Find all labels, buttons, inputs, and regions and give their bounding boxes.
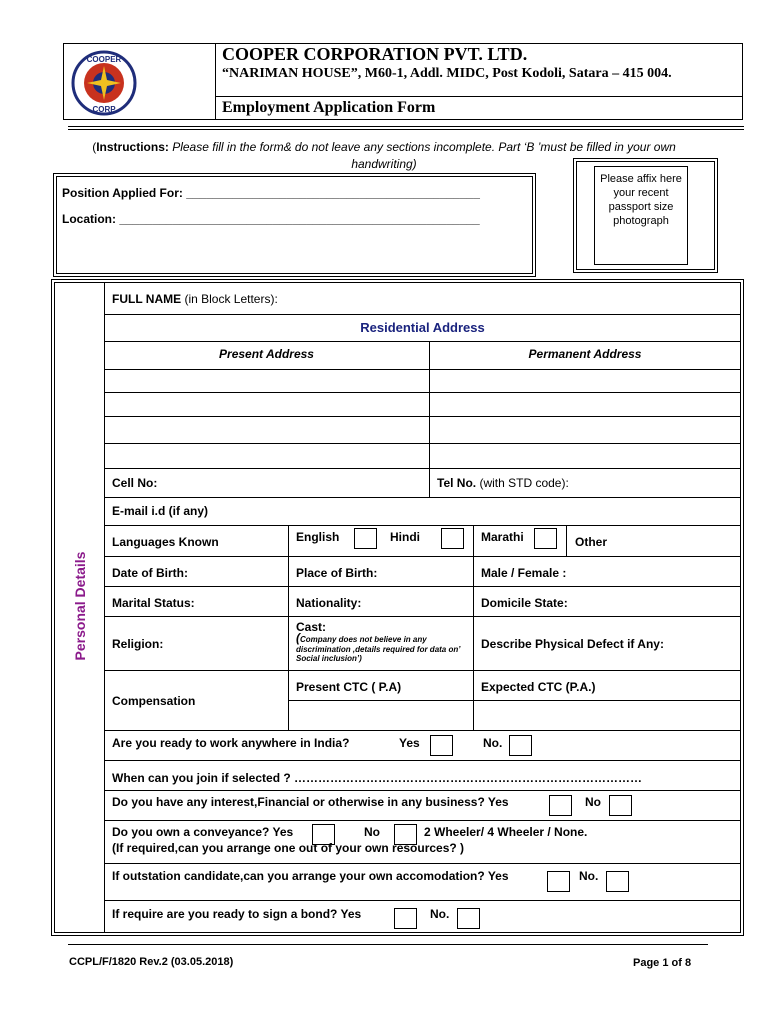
- physical-defect-field[interactable]: Describe Physical Defect if Any:: [481, 637, 664, 651]
- col-divider-2: [473, 525, 474, 730]
- present-ctc-label: Present CTC ( P.A): [296, 680, 402, 694]
- permanent-address-input[interactable]: [431, 370, 740, 467]
- header-underline-1: [68, 126, 744, 127]
- logo-text-bottom: CORP: [92, 105, 116, 114]
- photo-text: Please affix here your recent passport size photograph: [600, 173, 682, 227]
- col-divider-1: [288, 525, 289, 730]
- outstation-yes-checkbox[interactable]: [547, 871, 570, 892]
- instructions-open: (: [92, 140, 97, 154]
- row-line: [104, 314, 741, 315]
- english-label: English: [296, 530, 340, 544]
- bond-yes-checkbox[interactable]: [394, 908, 417, 929]
- tel-note: (with STD code):: [476, 476, 569, 490]
- company-name: COOPER CORPORATION PVT. LTD.: [222, 44, 528, 64]
- cast-note: [296, 631, 471, 664]
- q-business-interest: Do you have any interest,Financial or otherwise in any business? Yes: [112, 795, 509, 809]
- languages-label: Languages Known: [112, 535, 219, 549]
- business-interest-no-label: No: [585, 795, 601, 809]
- religion-field[interactable]: Religion:: [112, 637, 164, 651]
- row-line: [104, 863, 741, 864]
- work-anywhere-yes-label: Yes: [399, 736, 420, 750]
- row-line: [104, 790, 741, 791]
- row-line: [104, 760, 741, 761]
- row-line: [288, 700, 741, 701]
- compensation-label: Compensation: [112, 694, 196, 708]
- work-anywhere-yes-checkbox[interactable]: [430, 735, 453, 756]
- instructions-label: Instructions:: [96, 140, 169, 154]
- row-line: [104, 525, 741, 526]
- row-line: [104, 497, 741, 498]
- header-underline-2: [68, 129, 744, 130]
- present-address-heading: Present Address: [219, 347, 314, 361]
- bond-no-checkbox[interactable]: [457, 908, 480, 929]
- marathi-checkbox[interactable]: [534, 528, 557, 549]
- instructions-text: Please fill in the form& do not leave any sections incomplete. Part ‘B ’must be filled in your own: [168, 140, 676, 154]
- residential-address-heading: Residential Address: [360, 320, 485, 335]
- q-bond: If require are you ready to sign a bond? Yes: [112, 907, 362, 921]
- tel-no-field[interactable]: [437, 476, 569, 490]
- row-line: [104, 556, 741, 557]
- present-ctc-input[interactable]: [290, 702, 472, 729]
- position-applied-field[interactable]: Position Applied For: ____________________________________________: [62, 186, 480, 200]
- full-name-field[interactable]: [112, 292, 278, 306]
- cell-no-field[interactable]: Cell No:: [112, 476, 158, 490]
- full-name-label: FULL NAME: [112, 292, 182, 306]
- tel-label: Tel No.: [437, 476, 477, 490]
- row-line: [104, 586, 741, 587]
- hindi-checkbox[interactable]: [441, 528, 464, 549]
- header-divider: [215, 43, 216, 120]
- pob-field[interactable]: Place of Birth:: [296, 566, 378, 580]
- page-number: Page 1 of 8: [633, 957, 692, 969]
- personal-details-label: Personal Details: [72, 551, 88, 661]
- work-anywhere-no-label: No.: [483, 736, 503, 750]
- full-name-note: (in Block Letters):: [181, 292, 278, 306]
- company-address: “NARIMAN HOUSE”, M60-1, Addl. MIDC, Post Kodoli, Satara – 415 004.: [222, 66, 672, 81]
- present-address-input[interactable]: [106, 370, 428, 467]
- row-line: [104, 730, 741, 731]
- hindi-label: Hindi: [390, 530, 420, 544]
- row-line: [104, 670, 741, 671]
- form-code: CCPL/F/1820 Rev.2 (03.05.2018): [69, 956, 234, 968]
- row-line: [104, 900, 741, 901]
- email-field[interactable]: E-mail i.d (if any): [112, 504, 209, 518]
- english-checkbox[interactable]: [354, 528, 377, 549]
- location-field[interactable]: Location: ______________________________________________________: [62, 212, 480, 226]
- q-outstation: If outstation candidate,can you arrange your own accomodation? Yes: [112, 869, 509, 883]
- business-interest-no-checkbox[interactable]: [609, 795, 632, 816]
- q-work-anywhere: Are you ready to work anywhere in India?: [112, 736, 350, 750]
- permanent-address-heading: Permanent Address: [528, 347, 642, 361]
- col-divider-3: [566, 525, 567, 556]
- other-language-field[interactable]: Other: [575, 535, 608, 549]
- instructions-text2: handwriting): [351, 157, 417, 171]
- row-line: [104, 616, 741, 617]
- row-line: [104, 468, 741, 469]
- expected-ctc-input[interactable]: [475, 702, 740, 729]
- company-logo: [68, 50, 140, 116]
- work-anywhere-no-checkbox[interactable]: [509, 735, 532, 756]
- row-line: [104, 820, 741, 821]
- gender-field[interactable]: Male / Female :: [481, 566, 567, 580]
- outstation-no-checkbox[interactable]: [606, 871, 629, 892]
- outstation-no-label: No.: [579, 869, 599, 883]
- cast-note-open: (: [296, 631, 300, 645]
- cast-note-text: Company does not believe in any discrimination ,details required for data on’ Social inclusion’): [296, 635, 461, 663]
- marital-status-field[interactable]: Marital Status:: [112, 596, 195, 610]
- logo-text-top: COOPER: [86, 55, 122, 64]
- footer-line: [68, 944, 708, 945]
- expected-ctc-label: Expected CTC (P.A.): [481, 680, 596, 694]
- q-conveyance: Do you own a conveyance? Yes: [112, 825, 294, 839]
- nationality-field[interactable]: Nationality:: [296, 596, 362, 610]
- form-title: Employment Application Form: [222, 99, 436, 116]
- q-arrange-conveyance: (If required,can you arrange one out of your own resources? ): [112, 841, 465, 855]
- q-join-date[interactable]: When can you join if selected ? ……………………………………………………………………………: [112, 771, 643, 785]
- row-line: [104, 341, 741, 342]
- bond-no-label: No.: [430, 907, 450, 921]
- wheeler-type-field[interactable]: 2 Wheeler/ 4 Wheeler / None.: [424, 825, 588, 839]
- domicile-state-field[interactable]: Domicile State:: [481, 596, 568, 610]
- conveyance-no-label: No: [364, 825, 380, 839]
- business-interest-yes-checkbox[interactable]: [549, 795, 572, 816]
- cast-field[interactable]: Cast:: [296, 620, 327, 634]
- header-hline: [215, 96, 743, 97]
- address-divider: [429, 341, 430, 497]
- side-divider: [104, 282, 105, 933]
- dob-field[interactable]: Date of Birth:: [112, 566, 188, 580]
- marathi-label: Marathi: [481, 530, 524, 544]
